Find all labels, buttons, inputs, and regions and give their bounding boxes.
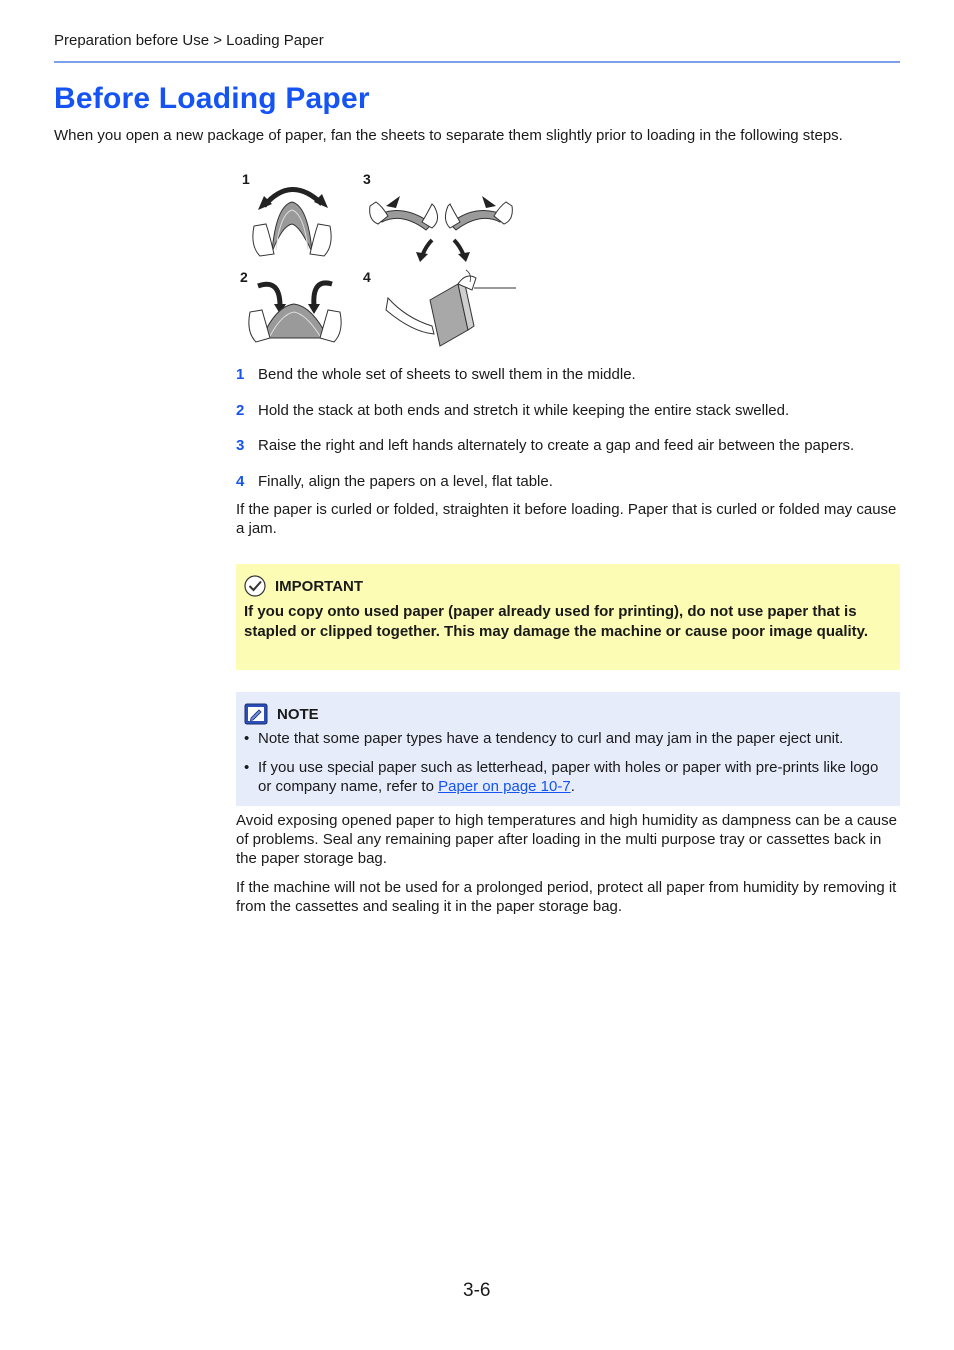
step-number-2: 2 — [236, 401, 245, 419]
step-text-4: Finally, align the papers on a level, flat table. — [258, 472, 553, 490]
note-callout — [236, 692, 900, 806]
checkmark-circle-icon — [244, 575, 266, 597]
note-bullet-1: • — [244, 730, 250, 747]
curl-note-paragraph: If the paper is curled or folded, straighten it before loading. Paper that is curled or folded may cause a jam. — [236, 501, 897, 537]
step-item-3 — [236, 436, 900, 472]
step-2-drawing — [249, 283, 341, 342]
step-text-2: Hold the stack at both ends and stretch it while keeping the entire stack swelled. — [258, 401, 790, 419]
step-item-1 — [236, 365, 900, 401]
step-text-1: Bend the whole set of sheets to swell them in the middle. — [258, 366, 636, 383]
paper-fanning-illustration — [236, 166, 526, 350]
step-3-drawing — [370, 196, 513, 262]
intro-text: When you open a new package of paper, fan the sheets to separate them slightly prior to loading in the following steps. — [54, 127, 843, 144]
step-1-drawing — [253, 189, 331, 256]
step-number-3: 3 — [236, 437, 245, 454]
note-list — [236, 729, 900, 806]
note-item-1 — [236, 729, 888, 748]
step-number-1: 1 — [236, 366, 245, 383]
step-4-drawing — [386, 270, 516, 346]
note-item-2-suffix: . — [570, 778, 575, 795]
important-callout — [236, 564, 900, 670]
note-pencil-icon — [244, 703, 268, 725]
page-number: 3-6 — [463, 1280, 491, 1301]
important-label: IMPORTANT — [275, 577, 364, 595]
note-header — [244, 703, 319, 725]
header-rule — [54, 61, 900, 63]
note-label: NOTE — [277, 705, 319, 723]
figure-label-1: 1 — [242, 171, 250, 187]
figure-label-3: 3 — [363, 171, 371, 187]
figure-label-2: 2 — [240, 269, 248, 285]
figure-label-4: 4 — [363, 269, 371, 285]
note-item-1-text: Note that some paper types have a tendency to curl and may jam in the paper eject unit. — [258, 730, 844, 747]
step-number-4: 4 — [236, 472, 245, 490]
fanning-steps-list — [236, 365, 900, 507]
page-title: Before Loading Paper — [54, 82, 370, 115]
note-item-2-text: If you use special paper such as letterhead, paper with holes or paper with pre-prints like logo or company name, refer to — [258, 759, 879, 795]
note-item-2 — [236, 758, 888, 796]
storage-paragraph: If the machine will not be used for a prolonged period, protect all paper from humidity by removing it from the cassettes and sealing it in the paper storage bag. — [236, 879, 897, 915]
step-text-3: Raise the right and left hands alternately to create a gap and feed air between the papers. — [258, 437, 855, 454]
important-header — [244, 575, 363, 597]
paper-page-link[interactable]: Paper on page 10-7 — [438, 778, 571, 795]
note-bullet-2: • — [244, 759, 250, 776]
humidity-paragraph: Avoid exposing opened paper to high temperatures and high humidity as dampness can be a cause of problems. Seal any remaining paper after loading in the multi purpose tray or cassettes back in the paper storage bag. — [236, 812, 897, 867]
important-text: If you copy onto used paper (paper already used for printing), do not use paper that is stapled or clipped together. This may damage the machine or cause poor image quality. — [244, 603, 869, 640]
step-item-2 — [236, 401, 900, 437]
breadcrumb: Preparation before Use > Loading Paper — [54, 32, 324, 49]
